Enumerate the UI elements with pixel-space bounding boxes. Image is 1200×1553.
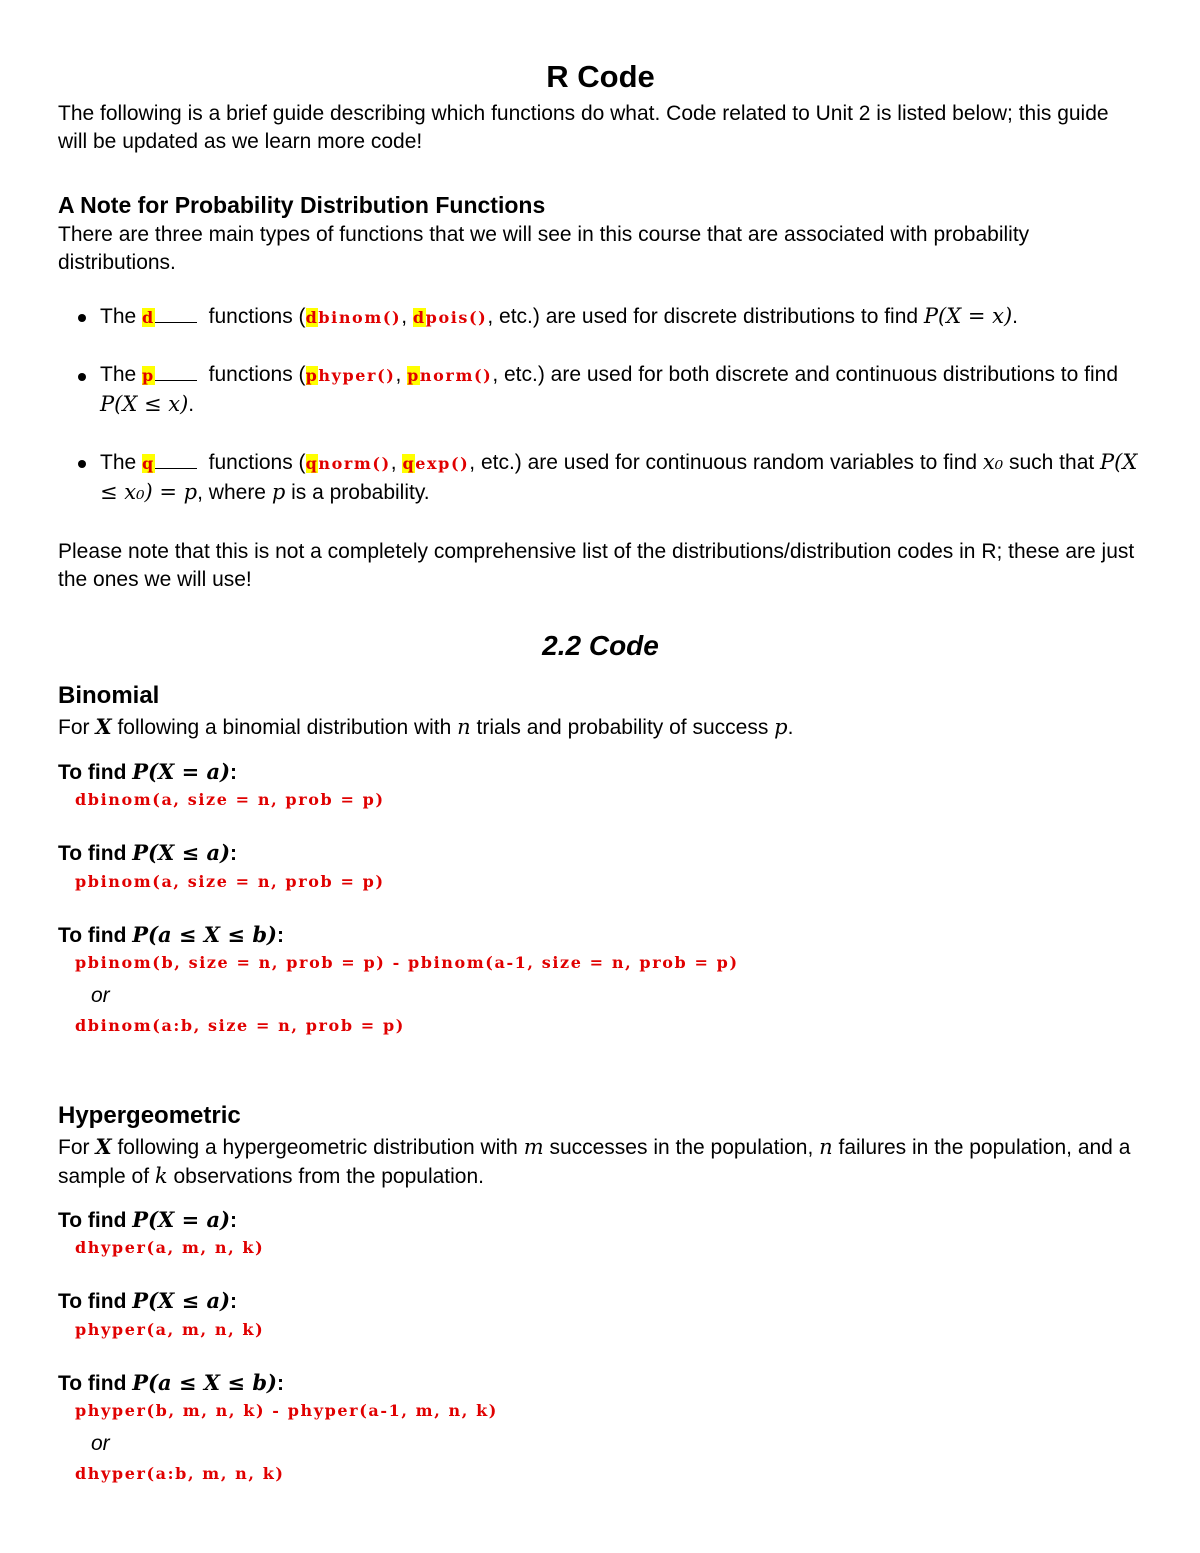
binomial-dbinom-code: dbinom(a, size = n, prob = p) xyxy=(75,790,385,809)
hypergeometric-find-le-label: To find P(X ≤ a): xyxy=(58,1288,238,1313)
blank-line xyxy=(155,362,197,381)
binomial-description: For X following a binomial distribution with n trials and probability of success p. xyxy=(58,714,794,739)
hypergeometric-heading: Hypergeometric xyxy=(58,1102,241,1129)
binomial-find-range-label: To find P(a ≤ X ≤ b): xyxy=(58,922,284,947)
page-title: R Code xyxy=(546,59,655,94)
binomial-range-code: pbinom(b, size = n, prob = p) - pbinom(a-1, size = n, prob = p) xyxy=(75,953,739,972)
hypergeometric-description: For X following a hypergeometric distribution with m successes in the population, n failures in the population, and a sample of k observations from the population. xyxy=(58,1134,1131,1188)
intro-paragraph: The following is a brief guide describing which functions do what. Code related to Unit 2 is listed below; this guide will be updated as we learn more code! xyxy=(58,102,1109,153)
function-prefix-q: q xyxy=(142,454,155,473)
closing-note: Please note that this is not a completely comprehensive list of the distributions/distribution codes in R; these are just the ones we will use! xyxy=(58,540,1135,591)
binomial-find-le-label: To find P(X ≤ a): xyxy=(58,840,238,865)
hypergeometric-phyper-code: phyper(a, m, n, k) xyxy=(75,1320,265,1339)
blank-line xyxy=(155,304,197,323)
binomial-find-equal-label: To find P(X = a): xyxy=(58,759,238,784)
list-item: The d functions (dbinom(), dpois(), etc.) are used for discrete distributions to find P(X = x). xyxy=(58,302,1148,332)
list-item: The q functions (qnorm(), qexp(), etc.) are used for continuous random variables to find x₀ such that P(X ≤ x₀) = p, where p is a probability. xyxy=(58,448,1148,507)
hypergeometric-dhyper-code: dhyper(a, m, n, k) xyxy=(75,1238,265,1257)
section-title: 2.2 Code xyxy=(542,630,659,661)
list-item: The p functions (phyper(), pnorm(), etc.) are used for both discrete and continuous distributions to find P(X ≤ x). xyxy=(58,361,1148,419)
hypergeometric-find-range-label: To find P(a ≤ X ≤ b): xyxy=(58,1370,284,1395)
binomial-heading: Binomial xyxy=(58,682,160,709)
note-body: There are three main types of functions that we will see in this course that are associated with probability distributions. xyxy=(58,223,1030,274)
function-types-list xyxy=(58,302,1148,536)
function-prefix-p: p xyxy=(142,366,155,385)
binomial-range-alt-code: dbinom(a:b, size = n, prob = p) xyxy=(75,1016,405,1035)
binomial-pbinom-code: pbinom(a, size = n, prob = p) xyxy=(75,872,385,891)
hypergeometric-find-equal-label: To find P(X = a): xyxy=(58,1207,238,1232)
hypergeometric-range-code: phyper(b, m, n, k) - phyper(a-1, m, n, k) xyxy=(75,1401,498,1420)
hypergeometric-or: or xyxy=(91,1432,110,1455)
hypergeometric-range-alt-code: dhyper(a:b, m, n, k) xyxy=(75,1464,285,1483)
binomial-or: or xyxy=(91,984,110,1007)
function-prefix-d: d xyxy=(142,308,155,327)
note-heading: A Note for Probability Distribution Functions xyxy=(58,192,546,218)
blank-line xyxy=(155,450,197,469)
